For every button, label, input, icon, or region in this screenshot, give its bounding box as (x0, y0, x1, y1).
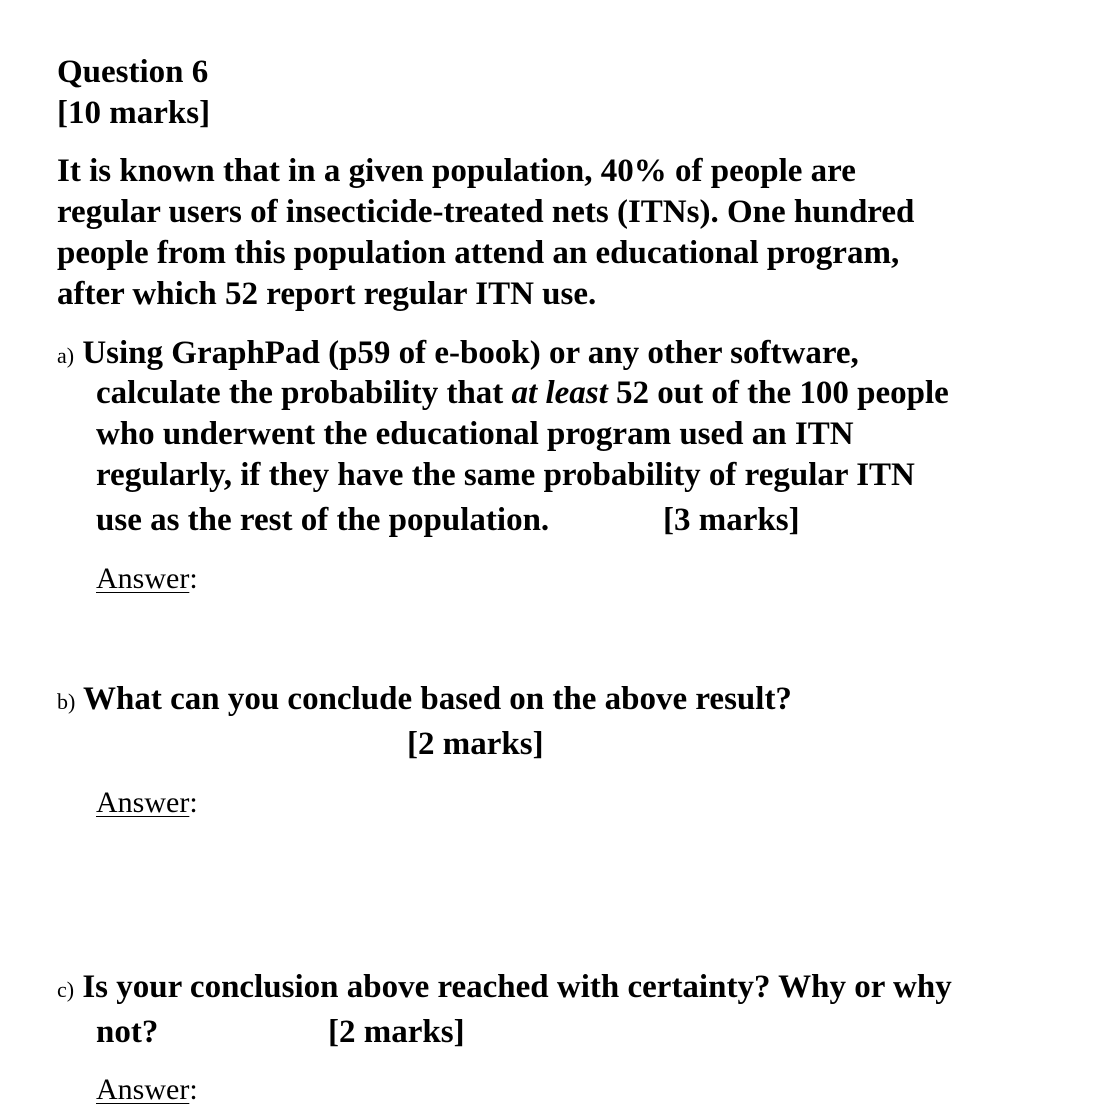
intro-line-4: after which 52 report regular ITN use. (57, 276, 597, 312)
part-a-line-5: use as the rest of the population. (96, 502, 550, 538)
intro-line-2: regular users of insecticide-treated nets (ITNs). One hundred (57, 194, 915, 230)
part-a-answer-label: Answer (96, 562, 190, 595)
part-c-answer-label: Answer (96, 1073, 190, 1106)
part-a-text-2b: 52 out of the 100 people (607, 375, 949, 411)
part-a-answer (96, 561, 198, 597)
part-b-answer (96, 785, 198, 821)
part-c-label: c) (57, 977, 75, 1002)
part-a-answer-colon: : (189, 562, 198, 595)
part-b-label: b) (57, 689, 76, 714)
part-a-line-4: regularly, if they have the same probability of regular ITN (96, 457, 915, 493)
part-c-line-2: not? (96, 1014, 159, 1050)
part-a-line-1 (57, 333, 859, 376)
part-b-answer-colon: : (189, 786, 198, 819)
part-a-line-3: who underwent the educational program used an ITN (96, 416, 854, 452)
part-a-label: a) (57, 343, 75, 368)
intro-line-1: It is known that in a given population, 40% of people are (57, 153, 856, 189)
part-c-answer (96, 1072, 198, 1108)
intro-line-3: people from this population attend an educational program, (57, 235, 900, 271)
part-a-marks: [3 marks] (663, 502, 800, 538)
part-b-line-1 (57, 679, 792, 722)
part-c-answer-colon: : (189, 1073, 198, 1106)
question-title: Question 6 (57, 54, 209, 90)
part-a-text-1: Using GraphPad (p59 of e-book) or any other software, (82, 335, 859, 371)
question-marks: [10 marks] (57, 95, 211, 131)
part-a-emphasis: at least (511, 375, 608, 411)
part-b-answer-label: Answer (96, 786, 190, 819)
part-a-text-2a: calculate the probability that (96, 375, 512, 411)
part-b-marks: [2 marks] (407, 726, 544, 762)
part-c-line-1 (57, 967, 952, 1010)
part-b-text-1: What can you conclude based on the above result? (82, 681, 792, 717)
part-a-line-2 (96, 373, 949, 414)
part-c-marks: [2 marks] (328, 1014, 465, 1050)
part-c-text-1: Is your conclusion above reached with certainty? Why or why (82, 969, 952, 1005)
